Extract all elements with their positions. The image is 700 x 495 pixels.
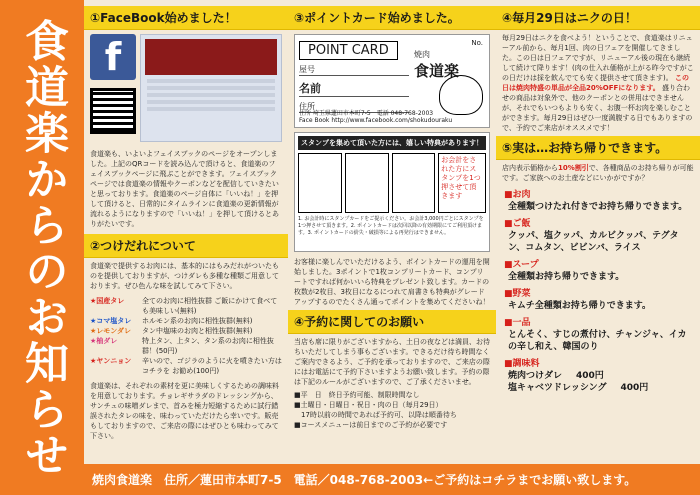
- facebook-header: ①FaceBook始めました！: [84, 6, 288, 30]
- menu-category: ■ご飯: [504, 219, 531, 229]
- card-field-company: 屋号: [299, 64, 409, 76]
- stamp-box: [392, 153, 436, 213]
- qr-code-icon: [90, 88, 136, 134]
- point-card-title: POINT CARD: [299, 41, 398, 60]
- seasoning-row: 焼肉つけダレ 400円: [508, 371, 604, 381]
- facebook-area: [84, 30, 288, 146]
- stamp-rules: 1. お会計時にスタンプカードをご提示ください。お会計3,000円ごとにスタンプを1つ押させて頂きます。2. ポイントカードは次回以降の有効期限にてご利用頂けます。3. ポイントカードの紛失・破損等による再発行はできません。: [298, 216, 484, 236]
- tare-row: ★コマ塩タレ ホルモン系のお肉に相性抜群(無料): [90, 317, 253, 325]
- menu-items: 全種類お持ち帰りできます。: [508, 272, 625, 282]
- point-header: ③ポイントカード始めました。: [288, 6, 496, 30]
- niku-header: ④毎月29日はニクの日！: [496, 6, 700, 30]
- sidebar: [0, 0, 84, 495]
- point-card-no: No.: [471, 39, 483, 47]
- sidebar-title: 食道楽からのお知らせ: [17, 17, 68, 478]
- stamp-note: お会計をされた方にスタンプを1つ押させて頂きます: [438, 153, 486, 213]
- point-card-foot: 住所 埼玉県蓮田市本町7-5 電話 048-768-2003: [299, 110, 434, 117]
- footer-bar: [84, 464, 700, 495]
- niku-hot: この日は焼肉特盛の単品が全品20%OFFになります。: [502, 74, 689, 92]
- tare-row: ★レモンダレ タン中塩味のお肉と相性抜群(無料): [90, 327, 253, 335]
- tare-row: ★ヤンニョン 辛いので、ゴジラのように火を噴きたい方はコチラを お勧め(100円): [90, 357, 282, 375]
- menu-items: 全種類つけたれ付きでお持ち帰りできます。: [508, 202, 688, 212]
- point-card-brand: 焼肉 食道楽: [413, 50, 459, 80]
- point-card-fb: Face Book http://www.facebook.com/shokudouraku: [299, 117, 453, 124]
- tare-table: [84, 294, 288, 378]
- menu-category: ■野菜: [504, 289, 531, 299]
- column-left: [84, 6, 288, 464]
- reserve-body: 当店も席に限りがございますから、土日の夜などは満員、お待ちいただしてしまう事もございます。できるだけ待ち時間なくご案内できるよう、ご予約を承っておりますので、ご来店の際にはお電話にて予約下さいますようお願い致します。予約の際は下記のルールがございますので、ご了承くださいませ。: [294, 338, 490, 386]
- column-middle: [288, 6, 496, 464]
- tare-row: ★柚ダレ 特上タン、上タン、タン系のお肉に相性抜群！(50円): [90, 337, 274, 355]
- tare-intro: 食道楽で提供するお肉には、基本的にはもみだれがついたものを提供しておりますが、つけダレも多種な種類ご用意しております。ぜひ色んな味を試してみて下さい。: [90, 262, 279, 290]
- facebook-body: 食道楽も、いよいよフェイスブックのページをオープンしました。上記のQRコードを読み込んで頂けると、食道楽のフェイスブックページに飛ぶことができます。フェイスブックページでは食道楽の情報やクーポンなどを配信していきたいと思っております。食道楽のページ自体に「いいね！」を押して頂けると、日常的にタイムラインに食道楽の更新情報が流れるようになりますので「いいね！」を押して頂けるとありがたいです。: [90, 150, 279, 228]
- tare-row: ★国産タレ 全てのお肉に相性抜群 ご飯にかけて食べても美味しい(無料): [90, 297, 278, 315]
- facebook-page-screenshot: [140, 34, 282, 142]
- stamp-head: スタンプを集めて頂いた方には、嬉しい特典があります！: [298, 136, 486, 150]
- seasoning-list: [496, 370, 700, 396]
- tare-outro: 食道楽は、それぞれの素材を更に美味しくするための調味料を用意しております。チョレギサラダのドレッシングから、サンチュの味噌ダレまで、首みを極力短縮するために試行錯誤されたタレの味を、味わっていただけたら幸いです。販売もしておりますので、ご来店の際にはぜひとも味わってみて下さい。: [90, 382, 279, 440]
- facebook-logo-icon: f: [90, 34, 136, 80]
- card-field-name: 名前: [299, 80, 409, 97]
- tare-header: ②つけだれについて: [84, 234, 288, 258]
- reserve-rules: ■平 日 終日予約可能、制限時間なし ■土曜日・日曜日・祝日・肉の日（毎月29日） 17時以前の時間であれば予約可、以降は順番待ち ■コースメニューは前日までのご予約が必要です: [294, 391, 457, 429]
- menu-items: とんそく、すじの煮付け、チャンジャ、イカの辛し和え、韓国のり: [508, 330, 687, 352]
- takeout-intro: 店内表示価格から10%割引で、各種商品のお持ち帰りが可能です。ご家族へのお土産などにいかがですか？: [502, 164, 694, 182]
- seasoning-title: ■調味料: [504, 359, 540, 369]
- niku-body: 毎月29日はニクを食べよう！ということで、食道楽はリニューアル前から、毎月1回、肉の日フェアを開催してきました。この日は日フェアですが、リニューアル後の現在も継続して続けて降ります！(肉の仕入れ価格が上がる昨今ですがこの日だけは採を飲んでても安く提供させて頂きます)。 この日は焼肉特盛の単品が全品20%OFFになります。 盛り合わせの商品は対象外で、他のクーポンとの併用はできませんが、それでもいつもよりも安く、お腹一杯お肉を楽しむことができます。毎月29日はぜひ一度満腹する日でもありますので、予約でご来店がオススメです！: [502, 34, 694, 132]
- footer-text: 焼肉食道楽 住所／蓮田市本町7-5 電話／048-768-2003←ご予約はコチラまでお願い致します。: [92, 473, 637, 487]
- menu-category: ■スープ: [504, 260, 539, 270]
- column-right: [496, 6, 700, 464]
- point-card: [294, 34, 490, 128]
- card-field-address: 住所: [299, 101, 409, 113]
- menu-category: ■一品: [504, 318, 531, 328]
- stamp-card: [294, 132, 490, 252]
- stamp-box: [298, 153, 342, 213]
- menu-items: クッパ、塩クッパ、カルビクッパ、テグタン、コムタン、ビビンバ、ライス: [508, 231, 679, 253]
- point-body: お客様に楽しんでいただけるよう、ポイントカードの運用を開始しました。3ポイントで1枚コンプリートカード、コンプリートですれば何かいいら特典をプレゼント致します。カードの枚数が2枚目、3枚目になるにつれて肩書きも特典がグレードアップするのでたくさん通ってポイントを集めてくださいね！: [294, 258, 490, 306]
- menu-items: キムチ全種類お持ち帰りできます。: [508, 301, 652, 311]
- takeout-header: ⑤実は…お持ち帰りできます。: [496, 136, 700, 160]
- stamp-box: [345, 153, 389, 213]
- seasoning-row: 塩キャベツドレッシング 400円: [508, 383, 649, 393]
- menu-category: ■お肉: [504, 190, 531, 200]
- reserve-header: ④予約に関してのお願い: [288, 310, 496, 334]
